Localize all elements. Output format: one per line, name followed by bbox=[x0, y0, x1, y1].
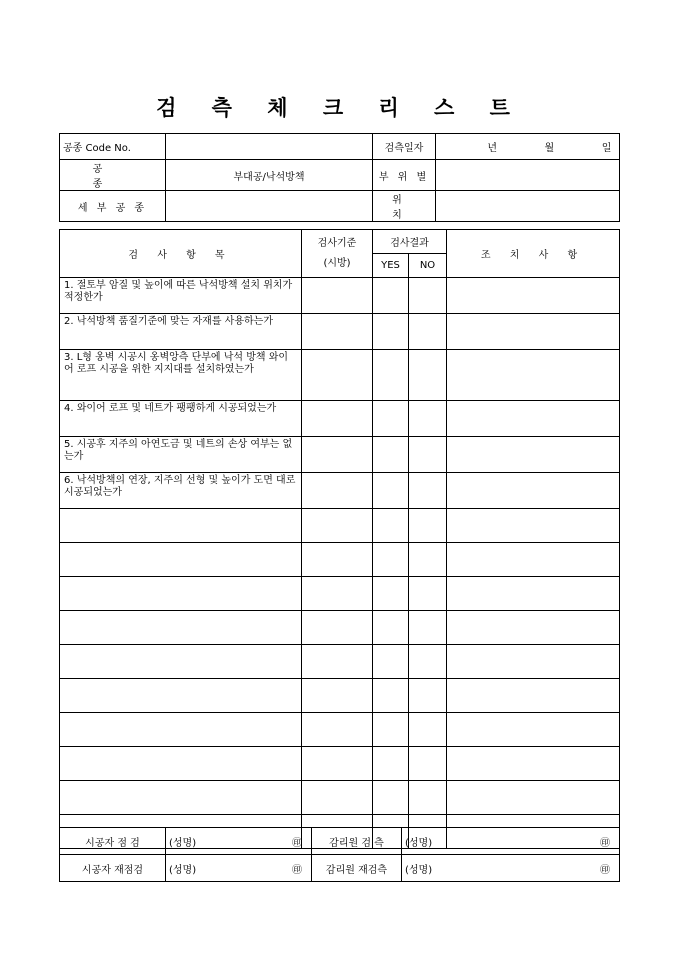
action-cell[interactable] bbox=[447, 577, 620, 611]
contractor-check-sign[interactable] bbox=[166, 828, 312, 855]
col-header-yes: YES bbox=[373, 254, 409, 278]
no-cell[interactable] bbox=[409, 577, 447, 611]
check-item-6: 6. 낙석방책의 연장, 지주의 선형 및 높이가 도면 대로 시공되었는가 bbox=[60, 473, 302, 509]
empty-item-cell[interactable] bbox=[60, 713, 302, 747]
action-cell[interactable] bbox=[447, 543, 620, 577]
name-placeholder: (성명) bbox=[405, 837, 433, 849]
document-title: 검 측 체 크 리 스 트 bbox=[156, 95, 524, 120]
no-cell[interactable] bbox=[409, 509, 447, 543]
yes-cell[interactable] bbox=[373, 747, 409, 781]
action-cell[interactable] bbox=[447, 645, 620, 679]
no-cell[interactable] bbox=[409, 473, 447, 509]
sub-work-label: 세 부 공 종 bbox=[60, 191, 166, 222]
no-cell[interactable] bbox=[409, 781, 447, 815]
action-cell[interactable] bbox=[447, 509, 620, 543]
action-cell[interactable] bbox=[447, 314, 620, 350]
check-item-5: 5. 시공후 지주의 아연도금 및 네트의 손상 여부는 없는가 bbox=[60, 437, 302, 473]
no-cell[interactable] bbox=[409, 401, 447, 437]
standard-cell[interactable] bbox=[302, 713, 373, 747]
no-cell[interactable] bbox=[409, 645, 447, 679]
check-item-2: 2. 낙석방책 품질기준에 맞는 자재를 사용하는가 bbox=[60, 314, 302, 350]
standard-cell[interactable] bbox=[302, 401, 373, 437]
yes-cell[interactable] bbox=[373, 350, 409, 401]
code-value[interactable] bbox=[166, 134, 373, 160]
no-cell[interactable] bbox=[409, 543, 447, 577]
no-cell[interactable] bbox=[409, 350, 447, 401]
action-cell[interactable] bbox=[447, 781, 620, 815]
work-value[interactable]: 부대공/낙석방책 bbox=[166, 160, 373, 191]
yes-cell[interactable] bbox=[373, 577, 409, 611]
yes-cell[interactable] bbox=[373, 401, 409, 437]
seal-mark: ㊞ bbox=[292, 864, 302, 876]
action-cell[interactable] bbox=[447, 611, 620, 645]
part-value[interactable] bbox=[436, 160, 620, 191]
sub-work-value[interactable] bbox=[166, 191, 373, 222]
check-item-3: 3. L형 옹벽 시공시 옹벽앙측 단부에 낙석 방책 와이어 로프 시공을 위한 지지대를 설치하였는가 bbox=[60, 350, 302, 401]
empty-item-cell[interactable] bbox=[60, 509, 302, 543]
work-label: 공 종 bbox=[60, 160, 166, 191]
yes-cell[interactable] bbox=[373, 611, 409, 645]
location-label: 위 치 bbox=[373, 191, 436, 222]
empty-item-cell[interactable] bbox=[60, 577, 302, 611]
no-cell[interactable] bbox=[409, 679, 447, 713]
col-header-no: NO bbox=[409, 254, 447, 278]
empty-item-cell[interactable] bbox=[60, 747, 302, 781]
contractor-check-label: 시공자 점 검 bbox=[60, 828, 166, 855]
check-item-1: 1. 절토부 암질 및 높이에 따른 낙석방책 설치 위치가 적정한가 bbox=[60, 278, 302, 314]
col-header-standard-line2: (시방) bbox=[323, 257, 351, 269]
yes-cell[interactable] bbox=[373, 314, 409, 350]
standard-cell[interactable] bbox=[302, 509, 373, 543]
action-cell[interactable] bbox=[447, 278, 620, 314]
yes-cell[interactable] bbox=[373, 278, 409, 314]
col-header-standard-line1: 검사기준 bbox=[317, 237, 357, 249]
col-header-action: 조 치 사 항 bbox=[447, 230, 620, 278]
empty-item-cell[interactable] bbox=[60, 543, 302, 577]
seal-mark: ㊞ bbox=[600, 864, 610, 876]
name-placeholder: (성명) bbox=[169, 864, 197, 876]
date-day: 일 bbox=[601, 143, 612, 154]
standard-cell[interactable] bbox=[302, 350, 373, 401]
supervisor-recheck-label: 감리원 재검측 bbox=[312, 855, 402, 882]
action-cell[interactable] bbox=[447, 350, 620, 401]
action-cell[interactable] bbox=[447, 437, 620, 473]
standard-cell[interactable] bbox=[302, 577, 373, 611]
part-label: 부 위 별 bbox=[373, 160, 436, 191]
empty-item-cell[interactable] bbox=[60, 781, 302, 815]
col-header-standard bbox=[302, 230, 373, 278]
check-item-4: 4. 와이어 로프 및 네트가 팽팽하게 시공되었는가 bbox=[60, 401, 302, 437]
standard-cell[interactable] bbox=[302, 781, 373, 815]
standard-cell[interactable] bbox=[302, 679, 373, 713]
yes-cell[interactable] bbox=[373, 437, 409, 473]
signature-table bbox=[59, 827, 620, 882]
yes-cell[interactable] bbox=[373, 473, 409, 509]
standard-cell[interactable] bbox=[302, 473, 373, 509]
empty-item-cell[interactable] bbox=[60, 679, 302, 713]
contractor-recheck-sign[interactable] bbox=[166, 855, 312, 882]
seal-mark: ㊞ bbox=[600, 837, 610, 849]
standard-cell[interactable] bbox=[302, 645, 373, 679]
date-value[interactable] bbox=[436, 134, 620, 160]
no-cell[interactable] bbox=[409, 278, 447, 314]
yes-cell[interactable] bbox=[373, 713, 409, 747]
contractor-recheck-label: 시공자 재점검 bbox=[60, 855, 166, 882]
yes-cell[interactable] bbox=[373, 543, 409, 577]
name-placeholder: (성명) bbox=[169, 837, 197, 849]
empty-item-cell[interactable] bbox=[60, 645, 302, 679]
supervisor-check-label: 감리원 검 측 bbox=[312, 828, 402, 855]
no-cell[interactable] bbox=[409, 747, 447, 781]
no-cell[interactable] bbox=[409, 713, 447, 747]
checklist-table bbox=[59, 229, 620, 849]
no-cell[interactable] bbox=[409, 437, 447, 473]
supervisor-check-sign[interactable] bbox=[402, 828, 620, 855]
location-value[interactable] bbox=[436, 191, 620, 222]
standard-cell[interactable] bbox=[302, 278, 373, 314]
standard-cell[interactable] bbox=[302, 611, 373, 645]
standard-cell[interactable] bbox=[302, 437, 373, 473]
yes-cell[interactable] bbox=[373, 781, 409, 815]
standard-cell[interactable] bbox=[302, 747, 373, 781]
col-header-result: 검사결과 bbox=[373, 230, 447, 254]
no-cell[interactable] bbox=[409, 611, 447, 645]
action-cell[interactable] bbox=[447, 679, 620, 713]
action-cell[interactable] bbox=[447, 713, 620, 747]
no-cell[interactable] bbox=[409, 314, 447, 350]
standard-cell[interactable] bbox=[302, 314, 373, 350]
supervisor-recheck-sign[interactable] bbox=[402, 855, 620, 882]
date-label: 검측일자 bbox=[373, 134, 436, 160]
yes-cell[interactable] bbox=[373, 679, 409, 713]
yes-cell[interactable] bbox=[373, 645, 409, 679]
date-year: 년 bbox=[487, 143, 497, 154]
yes-cell[interactable] bbox=[373, 509, 409, 543]
seal-mark: ㊞ bbox=[292, 837, 302, 849]
action-cell[interactable] bbox=[447, 401, 620, 437]
col-header-item: 검 사 항 목 bbox=[60, 230, 302, 278]
code-label: 공종 Code No. bbox=[60, 134, 166, 160]
header-info-table bbox=[59, 133, 620, 222]
standard-cell[interactable] bbox=[302, 543, 373, 577]
name-placeholder: (성명) bbox=[405, 864, 433, 876]
empty-item-cell[interactable] bbox=[60, 611, 302, 645]
action-cell[interactable] bbox=[447, 473, 620, 509]
date-month: 월 bbox=[544, 143, 555, 154]
action-cell[interactable] bbox=[447, 747, 620, 781]
